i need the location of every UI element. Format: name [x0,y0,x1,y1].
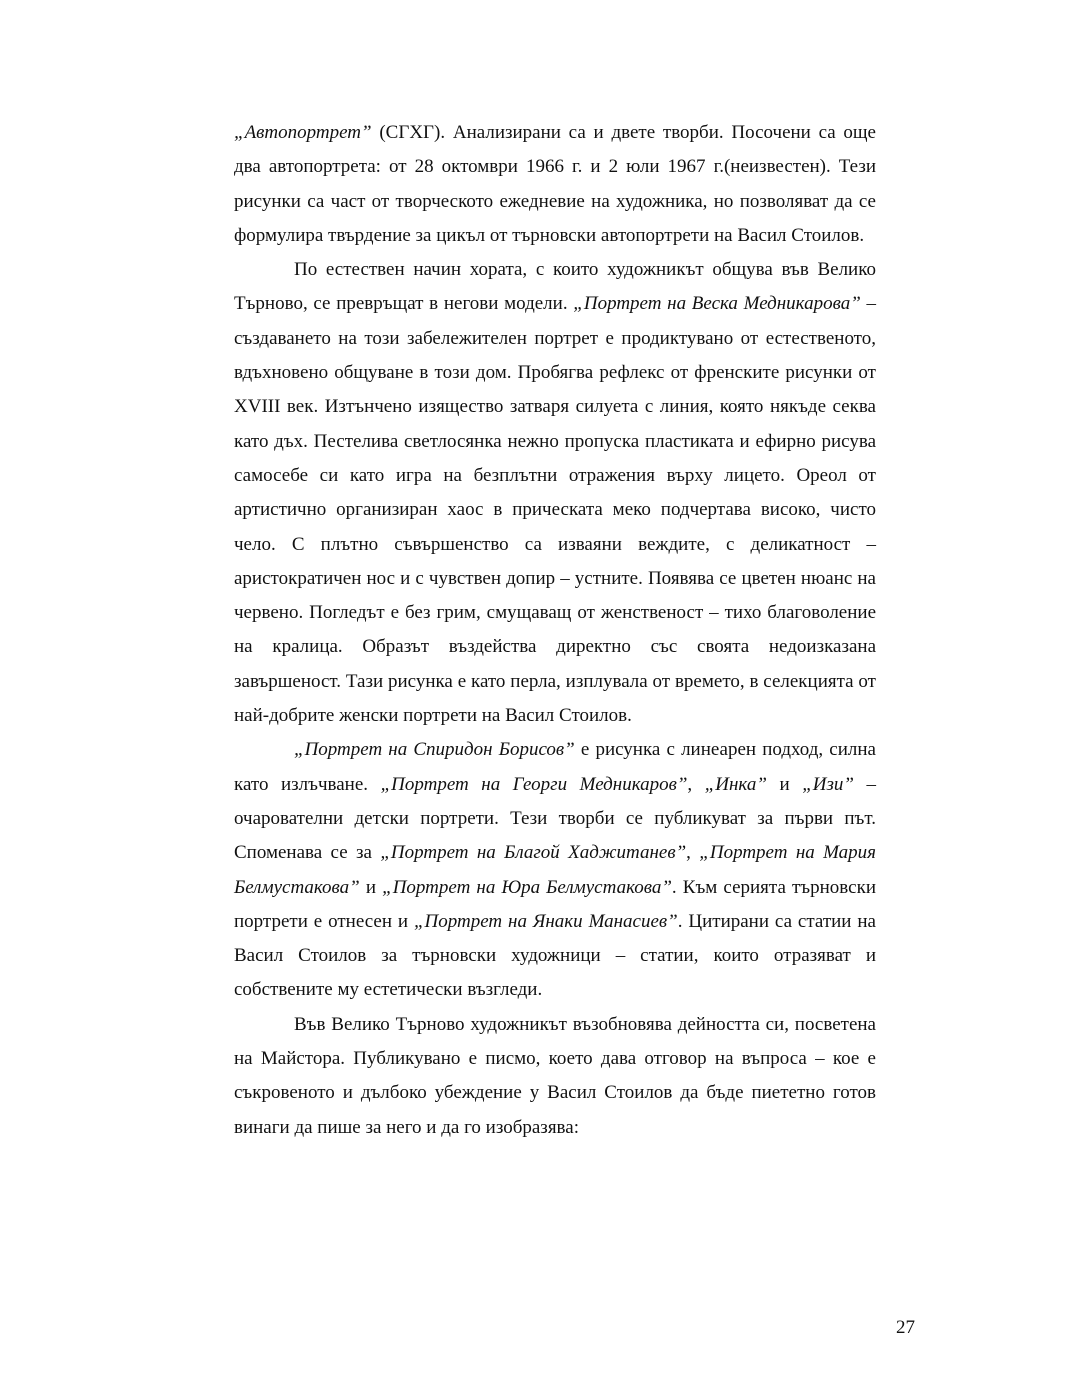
text-run: , [687,773,705,795]
artwork-title: „Портрет на Спиридон Борисов” [294,739,575,761]
artwork-title: „Портрет на Янаки Манасиев” [413,910,678,932]
artwork-title: „Инка” [704,773,767,795]
artwork-title: „Изи” [802,773,854,795]
text-run: (СГХГ). Анализирани са и двете творби. Посочени са още два автопортрета: от 28 октомври 1966 г. и 2 юли 1967 г.(неизвестен). Тези рисунки са част от творческото ежедневие на художника, но позволяват да се формулира твърдение за цикъл от търновски автопортрети на Васил Стоилов. [234,122,876,246]
text-run: и [766,773,803,795]
artwork-title: „Автопортрет” [234,122,372,143]
text-run: е рисунка с линеарен подход, силна като излъчване. [234,739,876,795]
artwork-title: „Портрет на Мария Белмустакова” [234,842,877,898]
text-run: , [686,842,700,864]
text-run: Във Велико Търново художникът възобновява дейността си, посветена на Майстора. Публикувано е писмо, което дава отговор на въпроса – кое е съкровеното и дълбоко убеждение у Васил Стоилов да бъде пиететно готов винаги да пише за него и да го изобразява: [234,1013,876,1138]
text-run: . Цитирани са статии на Васил Стоилов за търновски художници – статии, които отразяват и собствените му естетически възгледи. [234,910,876,1001]
text-run: и [359,876,383,898]
paragraph-1 [234,116,876,253]
text-run: . Към серията търновски портрети е отнесен и [234,876,876,932]
artwork-title: „Портрет на Благой Хаджитанев” [380,842,687,864]
artwork-title: „Портрет на Юра Белмустакова” [382,876,672,898]
text-run: – очарователни детски портрети. Тези творби се публикуват за първи път. Споменава се за [234,773,877,864]
text-run: По естествен начин хората, с които художникът общува във Велико Търново, се превръщат в негови модели. [234,259,876,315]
paragraph-3 [234,733,876,1007]
page-number: 27 [896,1317,915,1338]
paragraph-4 [234,1008,876,1145]
paragraph-2 [234,253,876,733]
text-run: – създаването на този забележителен портрет е продиктувано от естественото, вдъхновено общуване в този дом. Пробягва рефлекс от френските рисунки от XVIII век. Изтънчено изящество затваря силуета с линия, която някъде секва като дъх. Пестелива светлосянка нежно пропуска пластиката и ефирно рисува самосебе си като игра на безплътни отражения върху лицето. Ореол от артистично организиран хаос в прическата меко подчертава високо, чисто чело. С плътно съвършенство са изваяни веждите, с деликатност – аристократичен нос и с чувствен допир – устните. Появява се цветен нюанс на червено. Погледът е без грим, смущаващ от женственост – тихо благоволение на кралица. Образът въздейства директно със своята недоизказана завършеност. Тази рисунка е като перла, изплувала от времето, в селекцията от най-добрите женски портрети на Васил Стоилов. [234,293,876,727]
artwork-title: „Портрет на Георги Медникаров” [380,773,688,795]
body-text [234,116,876,1145]
artwork-title: „Портрет на Веска Медникарова” [573,293,861,315]
